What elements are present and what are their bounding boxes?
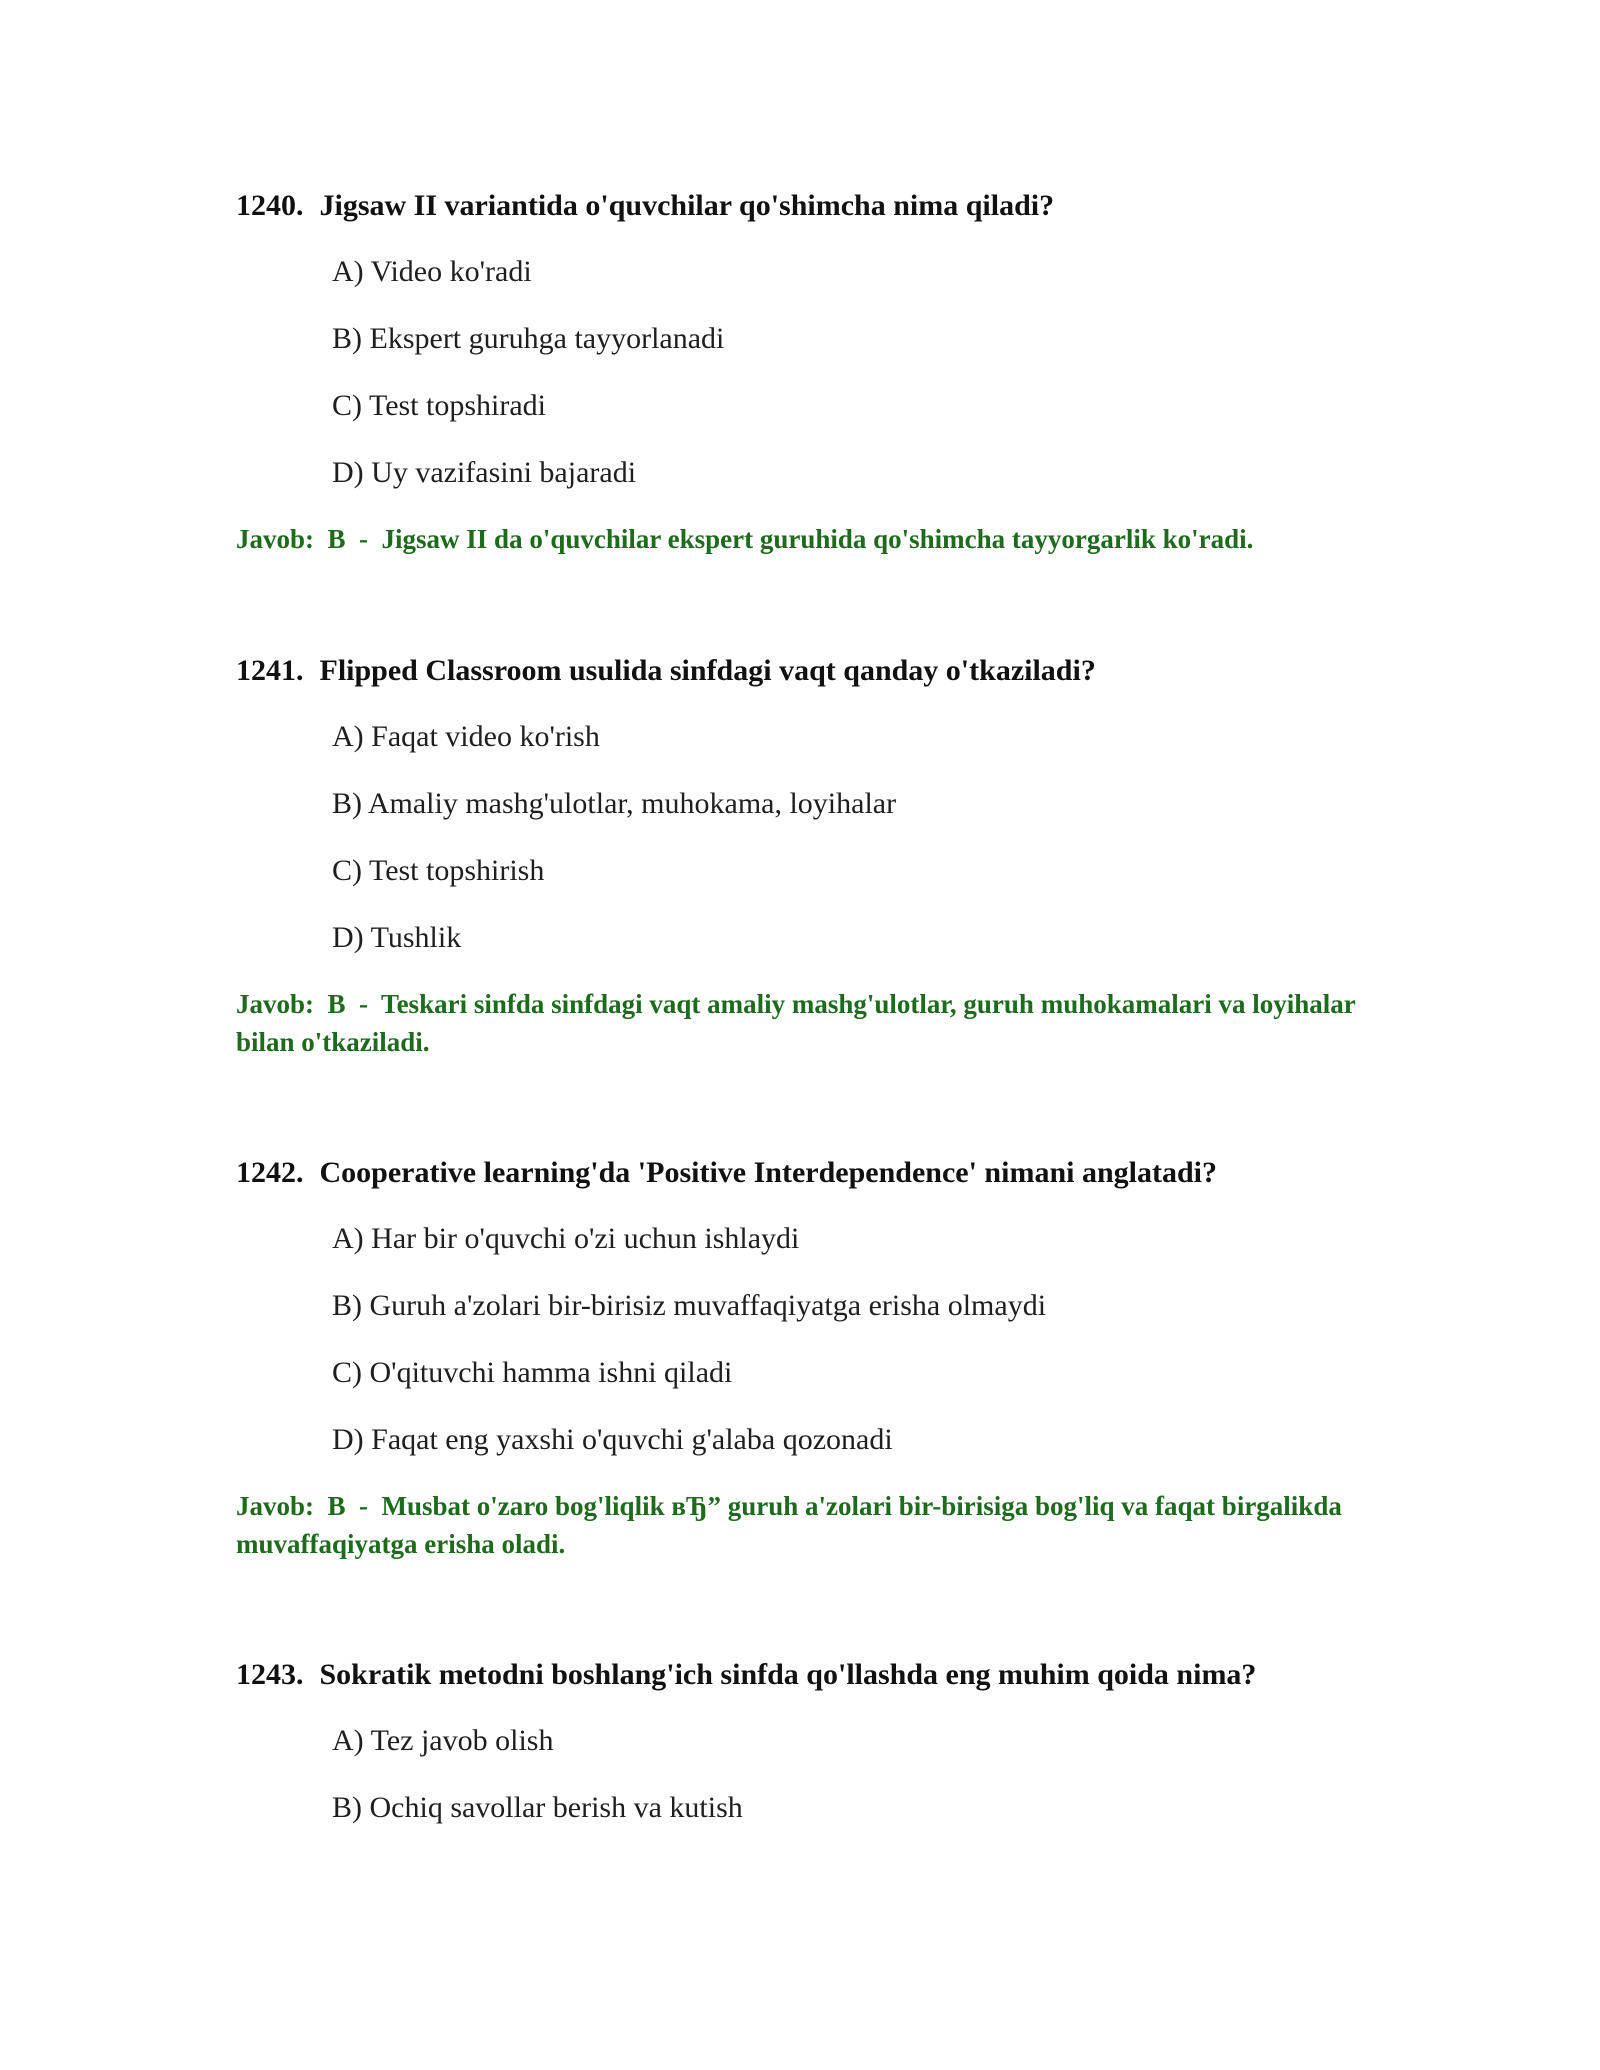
option-a: A) Har bir o'quvchi o'zi uchun ishlaydi bbox=[332, 1222, 800, 1255]
option-d: D) Uy vazifasini bajaradi bbox=[332, 456, 637, 489]
option-a: A) Faqat video ko'rish bbox=[332, 720, 600, 753]
answer-dash: - bbox=[359, 989, 369, 1019]
answer-label: Javob: bbox=[236, 524, 315, 554]
option-c: C) O'qituvchi hamma ishni qiladi bbox=[332, 1356, 733, 1389]
answer-letter: B bbox=[327, 1491, 346, 1521]
answer-text: Jigsaw II da o'quvchilar ekspert guruhida qo'shimcha tayyorgarlik ko'radi. bbox=[381, 524, 1254, 554]
option-b: B) Amaliy mashg'ulotlar, muhokama, loyihalar bbox=[332, 787, 897, 820]
question-title bbox=[236, 651, 1416, 696]
question-text: Sokratik metodni boshlang'ich sinfda qo'llashda eng muhim qoida nima? bbox=[319, 1658, 1257, 1691]
option-d: D) Tushlik bbox=[332, 921, 462, 954]
option-b: B) Ochiq savollar berish va kutish bbox=[332, 1791, 743, 1824]
option-a: A) Tez javob olish bbox=[332, 1724, 554, 1757]
question-number: 1241. bbox=[236, 654, 304, 687]
question-title bbox=[236, 1153, 1416, 1198]
option-b: B) Ekspert guruhga tayyorlanadi bbox=[332, 322, 725, 355]
question-number: 1243. bbox=[236, 1658, 304, 1691]
answer-letter: B bbox=[327, 989, 346, 1019]
answer-label: Javob: bbox=[236, 1491, 315, 1521]
answer-dash: - bbox=[359, 1491, 369, 1521]
answer-explanation bbox=[236, 985, 1356, 1061]
answer-text: Teskari sinfda sinfdagi vaqt amaliy mashg'ulotlar, guruh muhokamalari va loyihalar bilan o'tkaziladi. bbox=[236, 989, 1356, 1057]
option-c: C) Test topshirish bbox=[332, 854, 545, 887]
answer-label: Javob: bbox=[236, 989, 315, 1019]
answer-explanation bbox=[236, 520, 1356, 558]
question-text: Cooperative learning'da 'Positive Interdependence' nimani anglatadi? bbox=[319, 1156, 1217, 1189]
question-title bbox=[236, 186, 1416, 231]
option-a: A) Video ko'radi bbox=[332, 255, 532, 288]
answer-text: Musbat o'zaro bog'liqlik вЂ” guruh a'zolari bir-birisiga bog'liq va faqat birgalikda muvaffaqiyatga erisha oladi. bbox=[236, 1491, 1342, 1559]
option-d: D) Faqat eng yaxshi o'quvchi g'alaba qozonadi bbox=[332, 1423, 893, 1456]
option-c: C) Test topshiradi bbox=[332, 389, 546, 422]
question-text: Jigsaw II variantida o'quvchilar qo'shimcha nima qiladi? bbox=[319, 189, 1055, 222]
answer-letter: B bbox=[327, 524, 346, 554]
option-b: B) Guruh a'zolari bir-birisiz muvaffaqiyatga erisha olmaydi bbox=[332, 1289, 1047, 1322]
answer-dash: - bbox=[359, 524, 369, 554]
question-text: Flipped Classroom usulida sinfdagi vaqt qanday o'tkaziladi? bbox=[319, 654, 1096, 687]
question-number: 1242. bbox=[236, 1156, 304, 1189]
question-title bbox=[236, 1655, 1416, 1700]
question-number: 1240. bbox=[236, 189, 304, 222]
answer-explanation bbox=[236, 1487, 1356, 1563]
